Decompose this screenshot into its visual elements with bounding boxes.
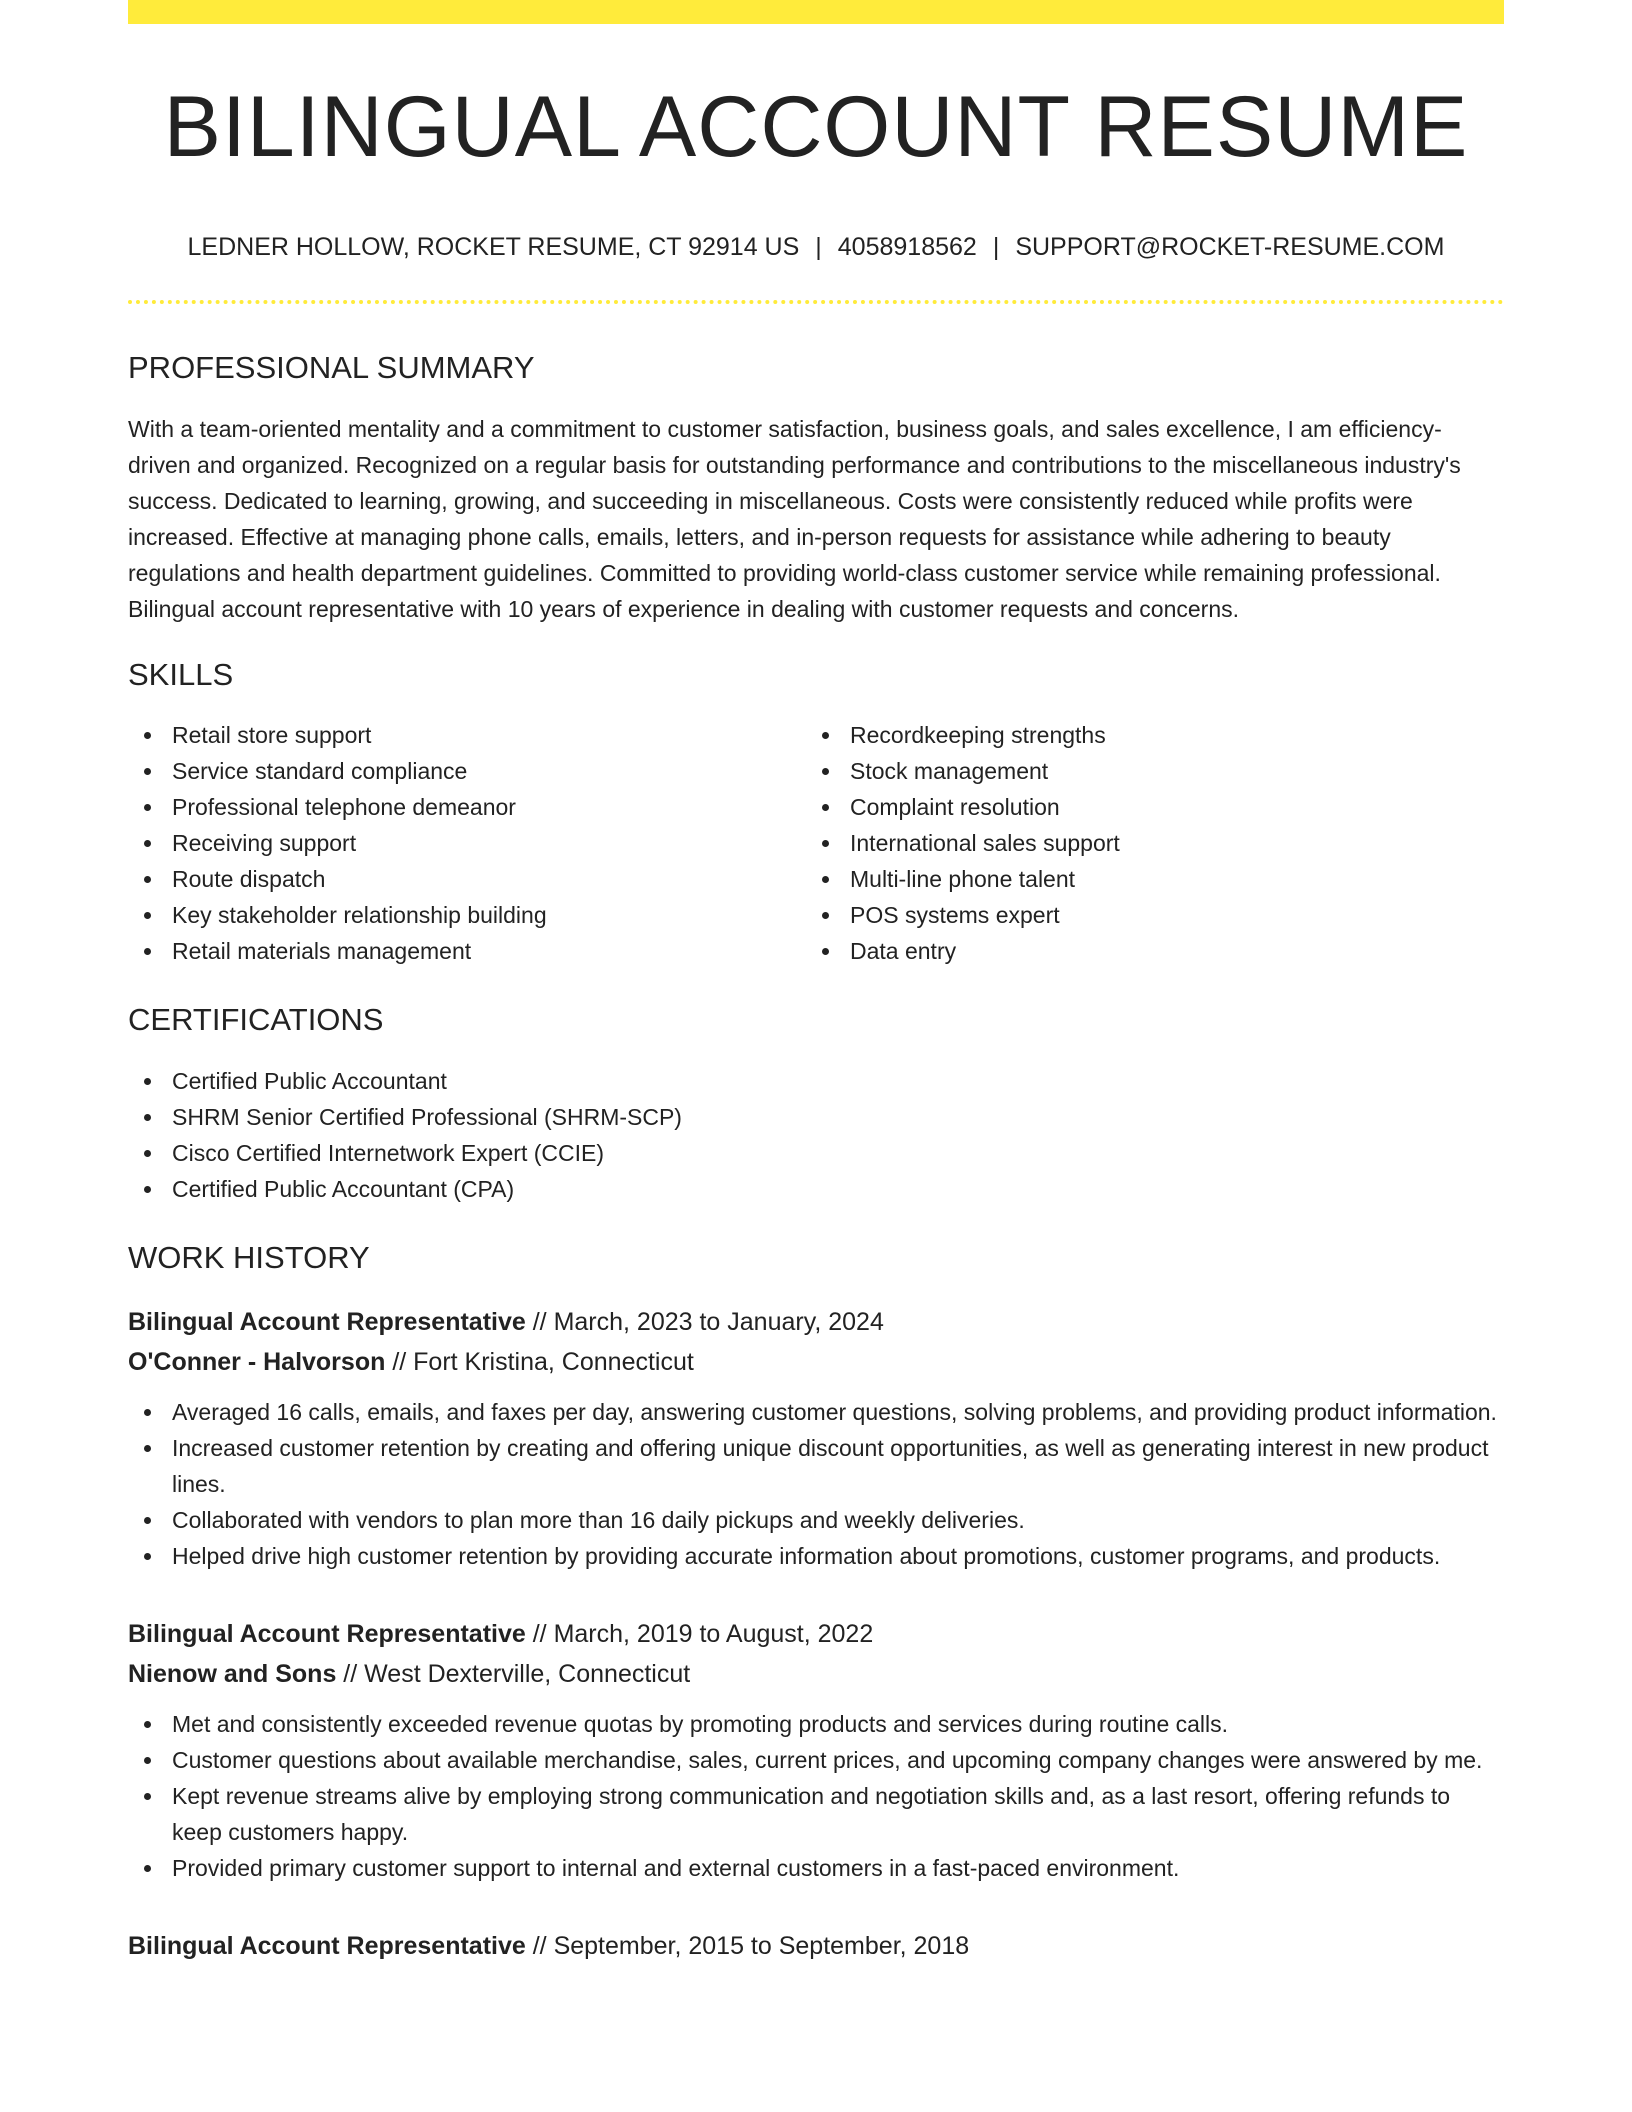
resume-page — [128, 0, 1504, 1966]
job-title: Bilingual Account Representative — [128, 1619, 526, 1648]
job-company: Nienow and Sons — [128, 1659, 337, 1688]
page-title: BILINGUAL ACCOUNT RESUME — [163, 79, 1469, 175]
job-bullet: Kept revenue streams alive by employing strong communication and negotiation skills and, as a last resort, offering refunds to keep customers happy. — [128, 1778, 1504, 1850]
skill-item: Data entry — [806, 933, 1484, 969]
skill-item: Recordkeeping strengths — [806, 717, 1484, 753]
certifications-list — [128, 1063, 1504, 1207]
skill-item: Key stakeholder relationship building — [128, 897, 806, 933]
job-dates: // March, 2023 to January, 2024 — [525, 1307, 884, 1336]
job-bullet: Customer questions about available merchandise, sales, current prices, and upcoming company changes were answered by me. — [128, 1742, 1504, 1778]
job-bullet: Met and consistently exceeded revenue quotas by promoting products and services during routine calls. — [128, 1706, 1504, 1742]
job-dates: // September, 2015 to September, 2018 — [525, 1931, 970, 1960]
skill-item: Professional telephone demeanor — [128, 789, 806, 825]
skill-item: Retail store support — [128, 717, 806, 753]
job-bullet: Increased customer retention by creating and offering unique discount opportunities, as well as generating interest in new product lines. — [128, 1430, 1504, 1502]
certification-item: Certified Public Accountant (CPA) — [128, 1171, 1504, 1207]
summary-text: With a team-oriented mentality and a commitment to customer satisfaction, business goals, and sales excellence, I am efficiency-driven and organized. Recognized on a regular basis for outstanding performance and contributions to the miscellaneous industry's success. Dedicated to learning, growing, and succeeding in miscellaneous. Costs were consistently reduced while profits were increased. Effective at managing phone calls, emails, letters, and in-person requests for assistance while adhering to beauty regulations and health department guidelines. Committed to providing world-class customer service while remaining professional. Bilingual account representative with 10 years of experience in dealing with customer requests and concerns. — [128, 416, 1461, 623]
contact-email: SUPPORT@ROCKET-RESUME.COM — [1015, 233, 1445, 261]
skills-column-right — [806, 717, 1484, 969]
job-bullets — [128, 1394, 1504, 1574]
skills-heading: SKILLS — [128, 657, 234, 693]
contact-phone: 4058918562 — [837, 233, 977, 261]
skill-item: Route dispatch — [128, 861, 806, 897]
job-company-line — [128, 1342, 1504, 1382]
skill-item: Multi-line phone talent — [806, 861, 1484, 897]
job-title-line — [128, 1926, 1504, 1966]
skills-grid — [128, 717, 1504, 969]
job-bullet: Averaged 16 calls, emails, and faxes per day, answering customer questions, solving problems, and providing product information. — [128, 1394, 1504, 1430]
job-bullet: Collaborated with vendors to plan more than 16 daily pickups and weekly deliveries. — [128, 1502, 1504, 1538]
skill-item: POS systems expert — [806, 897, 1484, 933]
certification-item: Cisco Certified Internetwork Expert (CCIE) — [128, 1135, 1504, 1171]
job-title: Bilingual Account Representative — [128, 1931, 526, 1960]
job-company-line — [128, 1654, 1504, 1694]
job-dates: // March, 2019 to August, 2022 — [525, 1619, 874, 1648]
job-title-line — [128, 1302, 1504, 1342]
contact-separator: | — [992, 233, 1000, 261]
job-entry — [128, 1614, 1504, 1886]
job-entry — [128, 1302, 1504, 1574]
skill-item: Service standard compliance — [128, 753, 806, 789]
summary-heading: PROFESSIONAL SUMMARY — [128, 350, 535, 385]
job-entry — [128, 1926, 1504, 1966]
job-bullets — [128, 1706, 1504, 1886]
job-company: O'Conner - Halvorson — [128, 1347, 386, 1376]
skill-item: Stock management — [806, 753, 1484, 789]
skills-column-left — [128, 717, 806, 969]
skill-item: Complaint resolution — [806, 789, 1484, 825]
contact-address: LEDNER HOLLOW, ROCKET RESUME, CT 92914 US — [187, 233, 800, 261]
certification-item: SHRM Senior Certified Professional (SHRM-SCP) — [128, 1099, 1504, 1135]
certifications-heading: CERTIFICATIONS — [128, 1002, 384, 1038]
job-bullet: Provided primary customer support to internal and external customers in a fast-paced environment. — [128, 1850, 1504, 1886]
contact-separator: | — [815, 233, 822, 261]
certification-item: Certified Public Accountant — [128, 1063, 1504, 1099]
job-title: Bilingual Account Representative — [128, 1307, 526, 1336]
skill-item: International sales support — [806, 825, 1484, 861]
job-location: // Fort Kristina, Connecticut — [385, 1347, 694, 1376]
dotted-divider — [128, 300, 1504, 304]
contact-line — [128, 232, 1504, 262]
skill-item: Retail materials management — [128, 933, 806, 969]
work-history-heading: WORK HISTORY — [128, 1239, 370, 1275]
accent-top-bar — [128, 0, 1504, 24]
skill-item: Receiving support — [128, 825, 806, 861]
job-title-line — [128, 1614, 1504, 1654]
job-location: // West Dexterville, Connecticut — [336, 1659, 691, 1688]
job-bullet: Helped drive high customer retention by providing accurate information about promotions, customer programs, and products. — [128, 1538, 1504, 1574]
